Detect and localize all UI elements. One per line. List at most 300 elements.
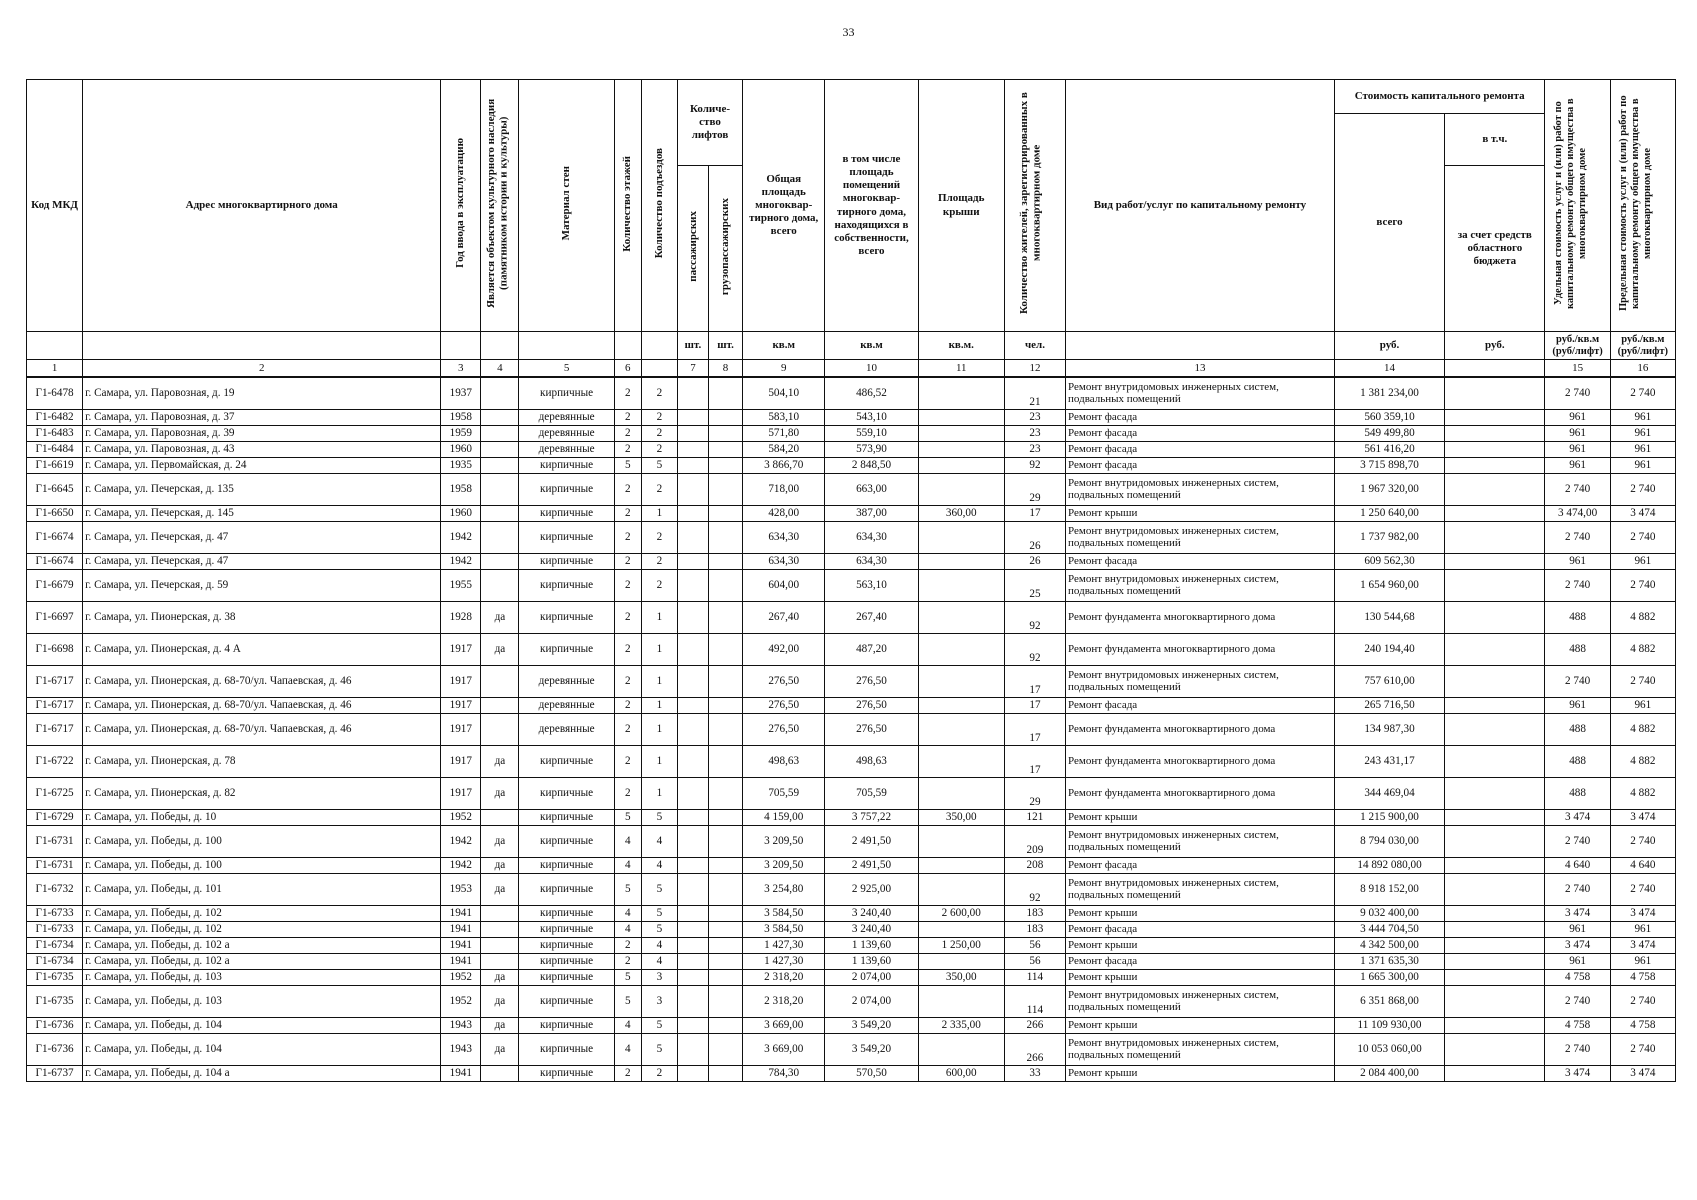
- cell-code: Г1-6717: [27, 665, 83, 697]
- cell-unit-cost: 3 474: [1545, 809, 1610, 825]
- cell-cost-regional: [1445, 425, 1545, 441]
- cell-address: г. Самара, ул. Первомайская, д. 24: [83, 457, 441, 473]
- cell-roof-area: [918, 985, 1004, 1017]
- cell-code: Г1-6478: [27, 377, 83, 409]
- table-body: [27, 377, 1676, 1081]
- table-row: [27, 665, 1676, 697]
- cell-code: Г1-6731: [27, 857, 83, 873]
- cell-total-area: 2 318,20: [743, 969, 825, 985]
- capital-repair-table: [26, 79, 1676, 1082]
- cell-address: г. Самара, ул. Победы, д. 103: [83, 969, 441, 985]
- cell-lifts-cargo: [709, 569, 743, 601]
- cell-cost-total: 1 381 234,00: [1334, 377, 1444, 409]
- cell-entrances: 4: [641, 825, 677, 857]
- cell-total-area: 276,50: [743, 713, 825, 745]
- cell-year: 1952: [441, 809, 481, 825]
- cell-owned-area: 573,90: [825, 441, 918, 457]
- cell-material: кирпичные: [519, 921, 614, 937]
- cell-owned-area: 634,30: [825, 553, 918, 569]
- cell-code: Г1-6729: [27, 809, 83, 825]
- cell-cost-total: 2 084 400,00: [1334, 1065, 1444, 1081]
- table-row: [27, 1065, 1676, 1081]
- cell-material: деревянные: [519, 425, 614, 441]
- cell-work-type: Ремонт фасада: [1066, 457, 1335, 473]
- column-number: 15: [1545, 360, 1610, 378]
- cell-cost-total: 9 032 400,00: [1334, 905, 1444, 921]
- cell-year: 1917: [441, 633, 481, 665]
- cell-lifts-cargo: [709, 1017, 743, 1033]
- cell-limit-cost: 2 740: [1610, 521, 1675, 553]
- cell-year: 1917: [441, 713, 481, 745]
- cell-total-area: 634,30: [743, 521, 825, 553]
- cell-floors: 2: [614, 521, 641, 553]
- cell-unit-cost: 961: [1545, 953, 1610, 969]
- cell-cost-total: 3 444 704,50: [1334, 921, 1444, 937]
- cell-material: кирпичные: [519, 377, 614, 409]
- cell-year: 1935: [441, 457, 481, 473]
- cell-lifts-cargo: [709, 505, 743, 521]
- cell-limit-cost: 4 640: [1610, 857, 1675, 873]
- header-total-area: Общая площадь многоквар-тирного дома, всего: [743, 80, 825, 332]
- cell-lifts-cargo: [709, 713, 743, 745]
- cell-residents: 26: [1004, 553, 1065, 569]
- cell-residents: 92: [1004, 601, 1065, 633]
- cell-limit-cost: 2 740: [1610, 377, 1675, 409]
- cell-unit-cost: 961: [1545, 425, 1610, 441]
- header-owned-area: в том числе площадь помещений многоквар-тирного дома, находящихся в собственности, всего: [825, 80, 918, 332]
- cell-entrances: 2: [641, 1065, 677, 1081]
- cell-material: деревянные: [519, 697, 614, 713]
- header-cost-incl: в т.ч.: [1445, 114, 1545, 166]
- cell-cost-regional: [1445, 777, 1545, 809]
- cell-lifts-cargo: [709, 969, 743, 985]
- cell-unit-cost: 4 758: [1545, 1017, 1610, 1033]
- cell-residents: 92: [1004, 457, 1065, 473]
- header-heritage: Является объектом культурного наследия (памятником истории и культуры): [484, 98, 510, 308]
- cell-entrances: 5: [641, 457, 677, 473]
- cell-entrances: 5: [641, 905, 677, 921]
- cell-code: Г1-6674: [27, 553, 83, 569]
- cell-heritage: [481, 569, 519, 601]
- cell-material: кирпичные: [519, 905, 614, 921]
- cell-floors: 5: [614, 985, 641, 1017]
- cell-owned-area: 276,50: [825, 713, 918, 745]
- table-row: [27, 985, 1676, 1017]
- cell-limit-cost: 2 740: [1610, 1033, 1675, 1065]
- cell-owned-area: 276,50: [825, 665, 918, 697]
- table-row: [27, 857, 1676, 873]
- cell-address: г. Самара, ул. Пионерская, д. 68-70/ул. Чапаевская, д. 46: [83, 713, 441, 745]
- cell-lifts-cargo: [709, 745, 743, 777]
- cell-work-type: Ремонт внутридомовых инженерных систем, подвальных помещений: [1066, 985, 1335, 1017]
- cell-address: г. Самара, ул. Победы, д. 102: [83, 905, 441, 921]
- cell-material: кирпичные: [519, 809, 614, 825]
- cell-limit-cost: 4 882: [1610, 633, 1675, 665]
- unit-owned-area: кв.м: [825, 332, 918, 360]
- cell-cost-regional: [1445, 441, 1545, 457]
- cell-year: 1959: [441, 425, 481, 441]
- cell-code: Г1-6731: [27, 825, 83, 857]
- cell-cost-regional: [1445, 409, 1545, 425]
- cell-entrances: 5: [641, 921, 677, 937]
- cell-unit-cost: 488: [1545, 713, 1610, 745]
- cell-unit-cost: 961: [1545, 921, 1610, 937]
- cell-lifts-cargo: [709, 601, 743, 633]
- cell-heritage: [481, 505, 519, 521]
- cell-roof-area: [918, 825, 1004, 857]
- cell-roof-area: 350,00: [918, 969, 1004, 985]
- cell-work-type: Ремонт фундамента многоквартирного дома: [1066, 777, 1335, 809]
- cell-cost-regional: [1445, 569, 1545, 601]
- cell-year: 1960: [441, 441, 481, 457]
- column-number: 11: [918, 360, 1004, 378]
- cell-limit-cost: 4 758: [1610, 1017, 1675, 1033]
- cell-owned-area: 570,50: [825, 1065, 918, 1081]
- cell-code: Г1-6734: [27, 937, 83, 953]
- cell-address: г. Самара, ул. Победы, д. 10: [83, 809, 441, 825]
- cell-limit-cost: 2 740: [1610, 825, 1675, 857]
- cell-material: кирпичные: [519, 985, 614, 1017]
- cell-total-area: 3 866,70: [743, 457, 825, 473]
- cell-heritage: [481, 425, 519, 441]
- cell-residents: 266: [1004, 1017, 1065, 1033]
- header-lifts: Количе-ство лифтов: [677, 80, 742, 166]
- cell-residents: 56: [1004, 953, 1065, 969]
- table-row: [27, 569, 1676, 601]
- table-row: [27, 505, 1676, 521]
- cell-lifts-cargo: [709, 857, 743, 873]
- cell-floors: 2: [614, 473, 641, 505]
- cell-total-area: 571,80: [743, 425, 825, 441]
- cell-floors: 2: [614, 777, 641, 809]
- cell-cost-regional: [1445, 905, 1545, 921]
- cell-unit-cost: 2 740: [1545, 825, 1610, 857]
- cell-material: кирпичные: [519, 633, 614, 665]
- cell-entrances: 5: [641, 1017, 677, 1033]
- cell-owned-area: 2 491,50: [825, 857, 918, 873]
- cell-owned-area: 563,10: [825, 569, 918, 601]
- cell-material: кирпичные: [519, 777, 614, 809]
- cell-owned-area: 486,52: [825, 377, 918, 409]
- cell-heritage: [481, 921, 519, 937]
- cell-lifts-passenger: [677, 713, 708, 745]
- cell-work-type: Ремонт фундамента многоквартирного дома: [1066, 713, 1335, 745]
- cell-cost-regional: [1445, 553, 1545, 569]
- cell-address: г. Самара, ул. Победы, д. 104: [83, 1033, 441, 1065]
- cell-year: 1941: [441, 937, 481, 953]
- cell-material: кирпичные: [519, 953, 614, 969]
- cell-heritage: [481, 905, 519, 921]
- cell-cost-regional: [1445, 873, 1545, 905]
- header-material: Материал стен: [560, 166, 573, 241]
- cell-lifts-passenger: [677, 953, 708, 969]
- cell-lifts-cargo: [709, 521, 743, 553]
- cell-total-area: 784,30: [743, 1065, 825, 1081]
- unit-cost-total: руб.: [1334, 332, 1444, 360]
- cell-lifts-passenger: [677, 665, 708, 697]
- cell-roof-area: 1 250,00: [918, 937, 1004, 953]
- cell-entrances: 1: [641, 777, 677, 809]
- cell-year: 1952: [441, 985, 481, 1017]
- table-row: [27, 633, 1676, 665]
- cell-cost-regional: [1445, 473, 1545, 505]
- cell-lifts-passenger: [677, 377, 708, 409]
- cell-owned-area: 705,59: [825, 777, 918, 809]
- cell-cost-total: 560 359,10: [1334, 409, 1444, 425]
- cell-cost-total: 1 250 640,00: [1334, 505, 1444, 521]
- cell-owned-area: 3 549,20: [825, 1017, 918, 1033]
- cell-cost-regional: [1445, 953, 1545, 969]
- cell-floors: 2: [614, 601, 641, 633]
- cell-cost-total: 609 562,30: [1334, 553, 1444, 569]
- cell-cost-regional: [1445, 1033, 1545, 1065]
- cell-heritage: да: [481, 1017, 519, 1033]
- cell-cost-regional: [1445, 1017, 1545, 1033]
- table-row: [27, 377, 1676, 409]
- cell-unit-cost: 2 740: [1545, 377, 1610, 409]
- cell-material: кирпичные: [519, 601, 614, 633]
- cell-owned-area: 276,50: [825, 697, 918, 713]
- cell-residents: 23: [1004, 441, 1065, 457]
- cell-cost-total: 265 716,50: [1334, 697, 1444, 713]
- cell-lifts-passenger: [677, 505, 708, 521]
- cell-limit-cost: 2 740: [1610, 665, 1675, 697]
- cell-limit-cost: 3 474: [1610, 937, 1675, 953]
- table-row: [27, 1033, 1676, 1065]
- cell-residents: 17: [1004, 713, 1065, 745]
- cell-material: кирпичные: [519, 521, 614, 553]
- cell-floors: 2: [614, 553, 641, 569]
- cell-total-area: 705,59: [743, 777, 825, 809]
- cell-residents: 17: [1004, 505, 1065, 521]
- cell-cost-regional: [1445, 601, 1545, 633]
- cell-address: г. Самара, ул. Печерская, д. 145: [83, 505, 441, 521]
- cell-total-area: 3 209,50: [743, 825, 825, 857]
- column-number: 3: [441, 360, 481, 378]
- cell-unit-cost: 488: [1545, 601, 1610, 633]
- cell-material: деревянные: [519, 409, 614, 425]
- cell-residents: 209: [1004, 825, 1065, 857]
- header-roof-area: Площадь крыши: [918, 80, 1004, 332]
- header-cost-total: всего: [1334, 114, 1444, 332]
- cell-limit-cost: 4 882: [1610, 713, 1675, 745]
- cell-work-type: Ремонт внутридомовых инженерных систем, подвальных помещений: [1066, 1033, 1335, 1065]
- cell-entrances: 1: [641, 713, 677, 745]
- cell-year: 1942: [441, 857, 481, 873]
- cell-code: Г1-6483: [27, 425, 83, 441]
- cell-lifts-passenger: [677, 905, 708, 921]
- cell-roof-area: [918, 601, 1004, 633]
- cell-heritage: [481, 473, 519, 505]
- cell-code: Г1-6722: [27, 745, 83, 777]
- cell-material: кирпичные: [519, 1017, 614, 1033]
- cell-limit-cost: 3 474: [1610, 905, 1675, 921]
- cell-floors: 4: [614, 857, 641, 873]
- header-lifts-passenger: пассажирских: [686, 211, 699, 282]
- cell-roof-area: [918, 713, 1004, 745]
- cell-floors: 5: [614, 873, 641, 905]
- cell-address: г. Самара, ул. Пионерская, д. 68-70/ул. Чапаевская, д. 46: [83, 697, 441, 713]
- cell-year: 1917: [441, 745, 481, 777]
- cell-work-type: Ремонт фасада: [1066, 441, 1335, 457]
- cell-lifts-passenger: [677, 921, 708, 937]
- cell-lifts-passenger: [677, 969, 708, 985]
- cell-code: Г1-6482: [27, 409, 83, 425]
- cell-heritage: [481, 937, 519, 953]
- cell-unit-cost: 3 474,00: [1545, 505, 1610, 521]
- cell-residents: 23: [1004, 425, 1065, 441]
- cell-work-type: Ремонт фасада: [1066, 425, 1335, 441]
- cell-owned-area: 634,30: [825, 521, 918, 553]
- cell-address: г. Самара, ул. Победы, д. 103: [83, 985, 441, 1017]
- cell-work-type: Ремонт крыши: [1066, 1017, 1335, 1033]
- cell-lifts-passenger: [677, 521, 708, 553]
- unit-residents: чел.: [1004, 332, 1065, 360]
- cell-heritage: да: [481, 857, 519, 873]
- cell-work-type: Ремонт внутридомовых инженерных систем, подвальных помещений: [1066, 521, 1335, 553]
- cell-heritage: [481, 809, 519, 825]
- cell-unit-cost: 2 740: [1545, 985, 1610, 1017]
- cell-year: 1958: [441, 409, 481, 425]
- cell-owned-area: 3 240,40: [825, 905, 918, 921]
- cell-cost-total: 1 665 300,00: [1334, 969, 1444, 985]
- cell-total-area: 583,10: [743, 409, 825, 425]
- cell-total-area: 2 318,20: [743, 985, 825, 1017]
- cell-unit-cost: 961: [1545, 457, 1610, 473]
- cell-cost-total: 243 431,17: [1334, 745, 1444, 777]
- cell-owned-area: 3 240,40: [825, 921, 918, 937]
- cell-roof-area: 2 600,00: [918, 905, 1004, 921]
- cell-code: Г1-6735: [27, 985, 83, 1017]
- cell-owned-area: 2 848,50: [825, 457, 918, 473]
- cell-work-type: Ремонт фасада: [1066, 409, 1335, 425]
- cell-lifts-passenger: [677, 937, 708, 953]
- cell-limit-cost: 2 740: [1610, 985, 1675, 1017]
- cell-cost-total: 130 544,68: [1334, 601, 1444, 633]
- cell-year: 1937: [441, 377, 481, 409]
- cell-lifts-cargo: [709, 377, 743, 409]
- cell-roof-area: [918, 857, 1004, 873]
- cell-code: Г1-6737: [27, 1065, 83, 1081]
- cell-floors: 2: [614, 713, 641, 745]
- cell-limit-cost: 961: [1610, 553, 1675, 569]
- cell-owned-area: 3 549,20: [825, 1033, 918, 1065]
- column-number: 16: [1610, 360, 1675, 378]
- cell-roof-area: [918, 409, 1004, 425]
- cell-heritage: [481, 665, 519, 697]
- cell-year: 1960: [441, 505, 481, 521]
- cell-total-area: 3 209,50: [743, 857, 825, 873]
- cell-heritage: [481, 377, 519, 409]
- cell-roof-area: [918, 665, 1004, 697]
- cell-roof-area: 2 335,00: [918, 1017, 1004, 1033]
- cell-residents: 26: [1004, 521, 1065, 553]
- cell-owned-area: 663,00: [825, 473, 918, 505]
- cell-lifts-passenger: [677, 409, 708, 425]
- cell-address: г. Самара, ул. Печерская, д. 47: [83, 521, 441, 553]
- cell-work-type: Ремонт крыши: [1066, 809, 1335, 825]
- cell-work-type: Ремонт фундамента многоквартирного дома: [1066, 601, 1335, 633]
- cell-residents: 121: [1004, 809, 1065, 825]
- cell-code: Г1-6645: [27, 473, 83, 505]
- header-year: Год ввода в эксплуатацию: [454, 138, 467, 269]
- cell-roof-area: 350,00: [918, 809, 1004, 825]
- cell-unit-cost: 3 474: [1545, 1065, 1610, 1081]
- cell-floors: 2: [614, 937, 641, 953]
- cell-limit-cost: 4 758: [1610, 969, 1675, 985]
- cell-heritage: [481, 457, 519, 473]
- cell-residents: 92: [1004, 873, 1065, 905]
- cell-code: Г1-6733: [27, 905, 83, 921]
- cell-limit-cost: 961: [1610, 441, 1675, 457]
- column-numbers-row: [27, 360, 1676, 378]
- cell-entrances: 2: [641, 473, 677, 505]
- table-row: [27, 953, 1676, 969]
- cell-heritage: [481, 697, 519, 713]
- cell-roof-area: 360,00: [918, 505, 1004, 521]
- cell-lifts-cargo: [709, 1033, 743, 1065]
- cell-residents: 17: [1004, 745, 1065, 777]
- cell-heritage: да: [481, 601, 519, 633]
- cell-code: Г1-6733: [27, 921, 83, 937]
- cell-floors: 5: [614, 457, 641, 473]
- table-header: [27, 80, 1676, 378]
- cell-material: деревянные: [519, 665, 614, 697]
- cell-material: кирпичные: [519, 1033, 614, 1065]
- cell-unit-cost: 4 640: [1545, 857, 1610, 873]
- cell-residents: 208: [1004, 857, 1065, 873]
- cell-owned-area: 559,10: [825, 425, 918, 441]
- cell-heritage: да: [481, 985, 519, 1017]
- cell-cost-regional: [1445, 969, 1545, 985]
- cell-cost-total: 549 499,80: [1334, 425, 1444, 441]
- cell-address: г. Самара, ул. Победы, д. 102 а: [83, 953, 441, 969]
- cell-residents: 183: [1004, 921, 1065, 937]
- cell-total-area: 1 427,30: [743, 953, 825, 969]
- cell-address: г. Самара, ул. Пионерская, д. 78: [83, 745, 441, 777]
- table-row: [27, 921, 1676, 937]
- cell-work-type: Ремонт внутридомовых инженерных систем, подвальных помещений: [1066, 665, 1335, 697]
- cell-year: 1955: [441, 569, 481, 601]
- cell-cost-total: 11 109 930,00: [1334, 1017, 1444, 1033]
- cell-roof-area: [918, 1033, 1004, 1065]
- cell-floors: 2: [614, 633, 641, 665]
- cell-residents: 29: [1004, 777, 1065, 809]
- unit-limit-cost: руб./кв.м (руб/лифт): [1610, 332, 1675, 360]
- cell-address: г. Самара, ул. Победы, д. 100: [83, 825, 441, 857]
- cell-year: 1953: [441, 873, 481, 905]
- cell-floors: 2: [614, 505, 641, 521]
- cell-owned-area: 2 491,50: [825, 825, 918, 857]
- cell-cost-regional: [1445, 665, 1545, 697]
- cell-address: г. Самара, ул. Печерская, д. 47: [83, 553, 441, 569]
- cell-lifts-cargo: [709, 473, 743, 505]
- cell-address: г. Самара, ул. Победы, д. 102 а: [83, 937, 441, 953]
- unit-total-area: кв.м: [743, 332, 825, 360]
- table-row: [27, 905, 1676, 921]
- cell-unit-cost: 961: [1545, 553, 1610, 569]
- cell-limit-cost: 2 740: [1610, 569, 1675, 601]
- cell-year: 1942: [441, 825, 481, 857]
- cell-work-type: Ремонт фундамента многоквартирного дома: [1066, 745, 1335, 777]
- cell-entrances: 2: [641, 377, 677, 409]
- cell-roof-area: [918, 745, 1004, 777]
- cell-cost-regional: [1445, 937, 1545, 953]
- cell-roof-area: [918, 441, 1004, 457]
- cell-roof-area: [918, 697, 1004, 713]
- cell-cost-total: 1 371 635,30: [1334, 953, 1444, 969]
- cell-work-type: Ремонт фасада: [1066, 953, 1335, 969]
